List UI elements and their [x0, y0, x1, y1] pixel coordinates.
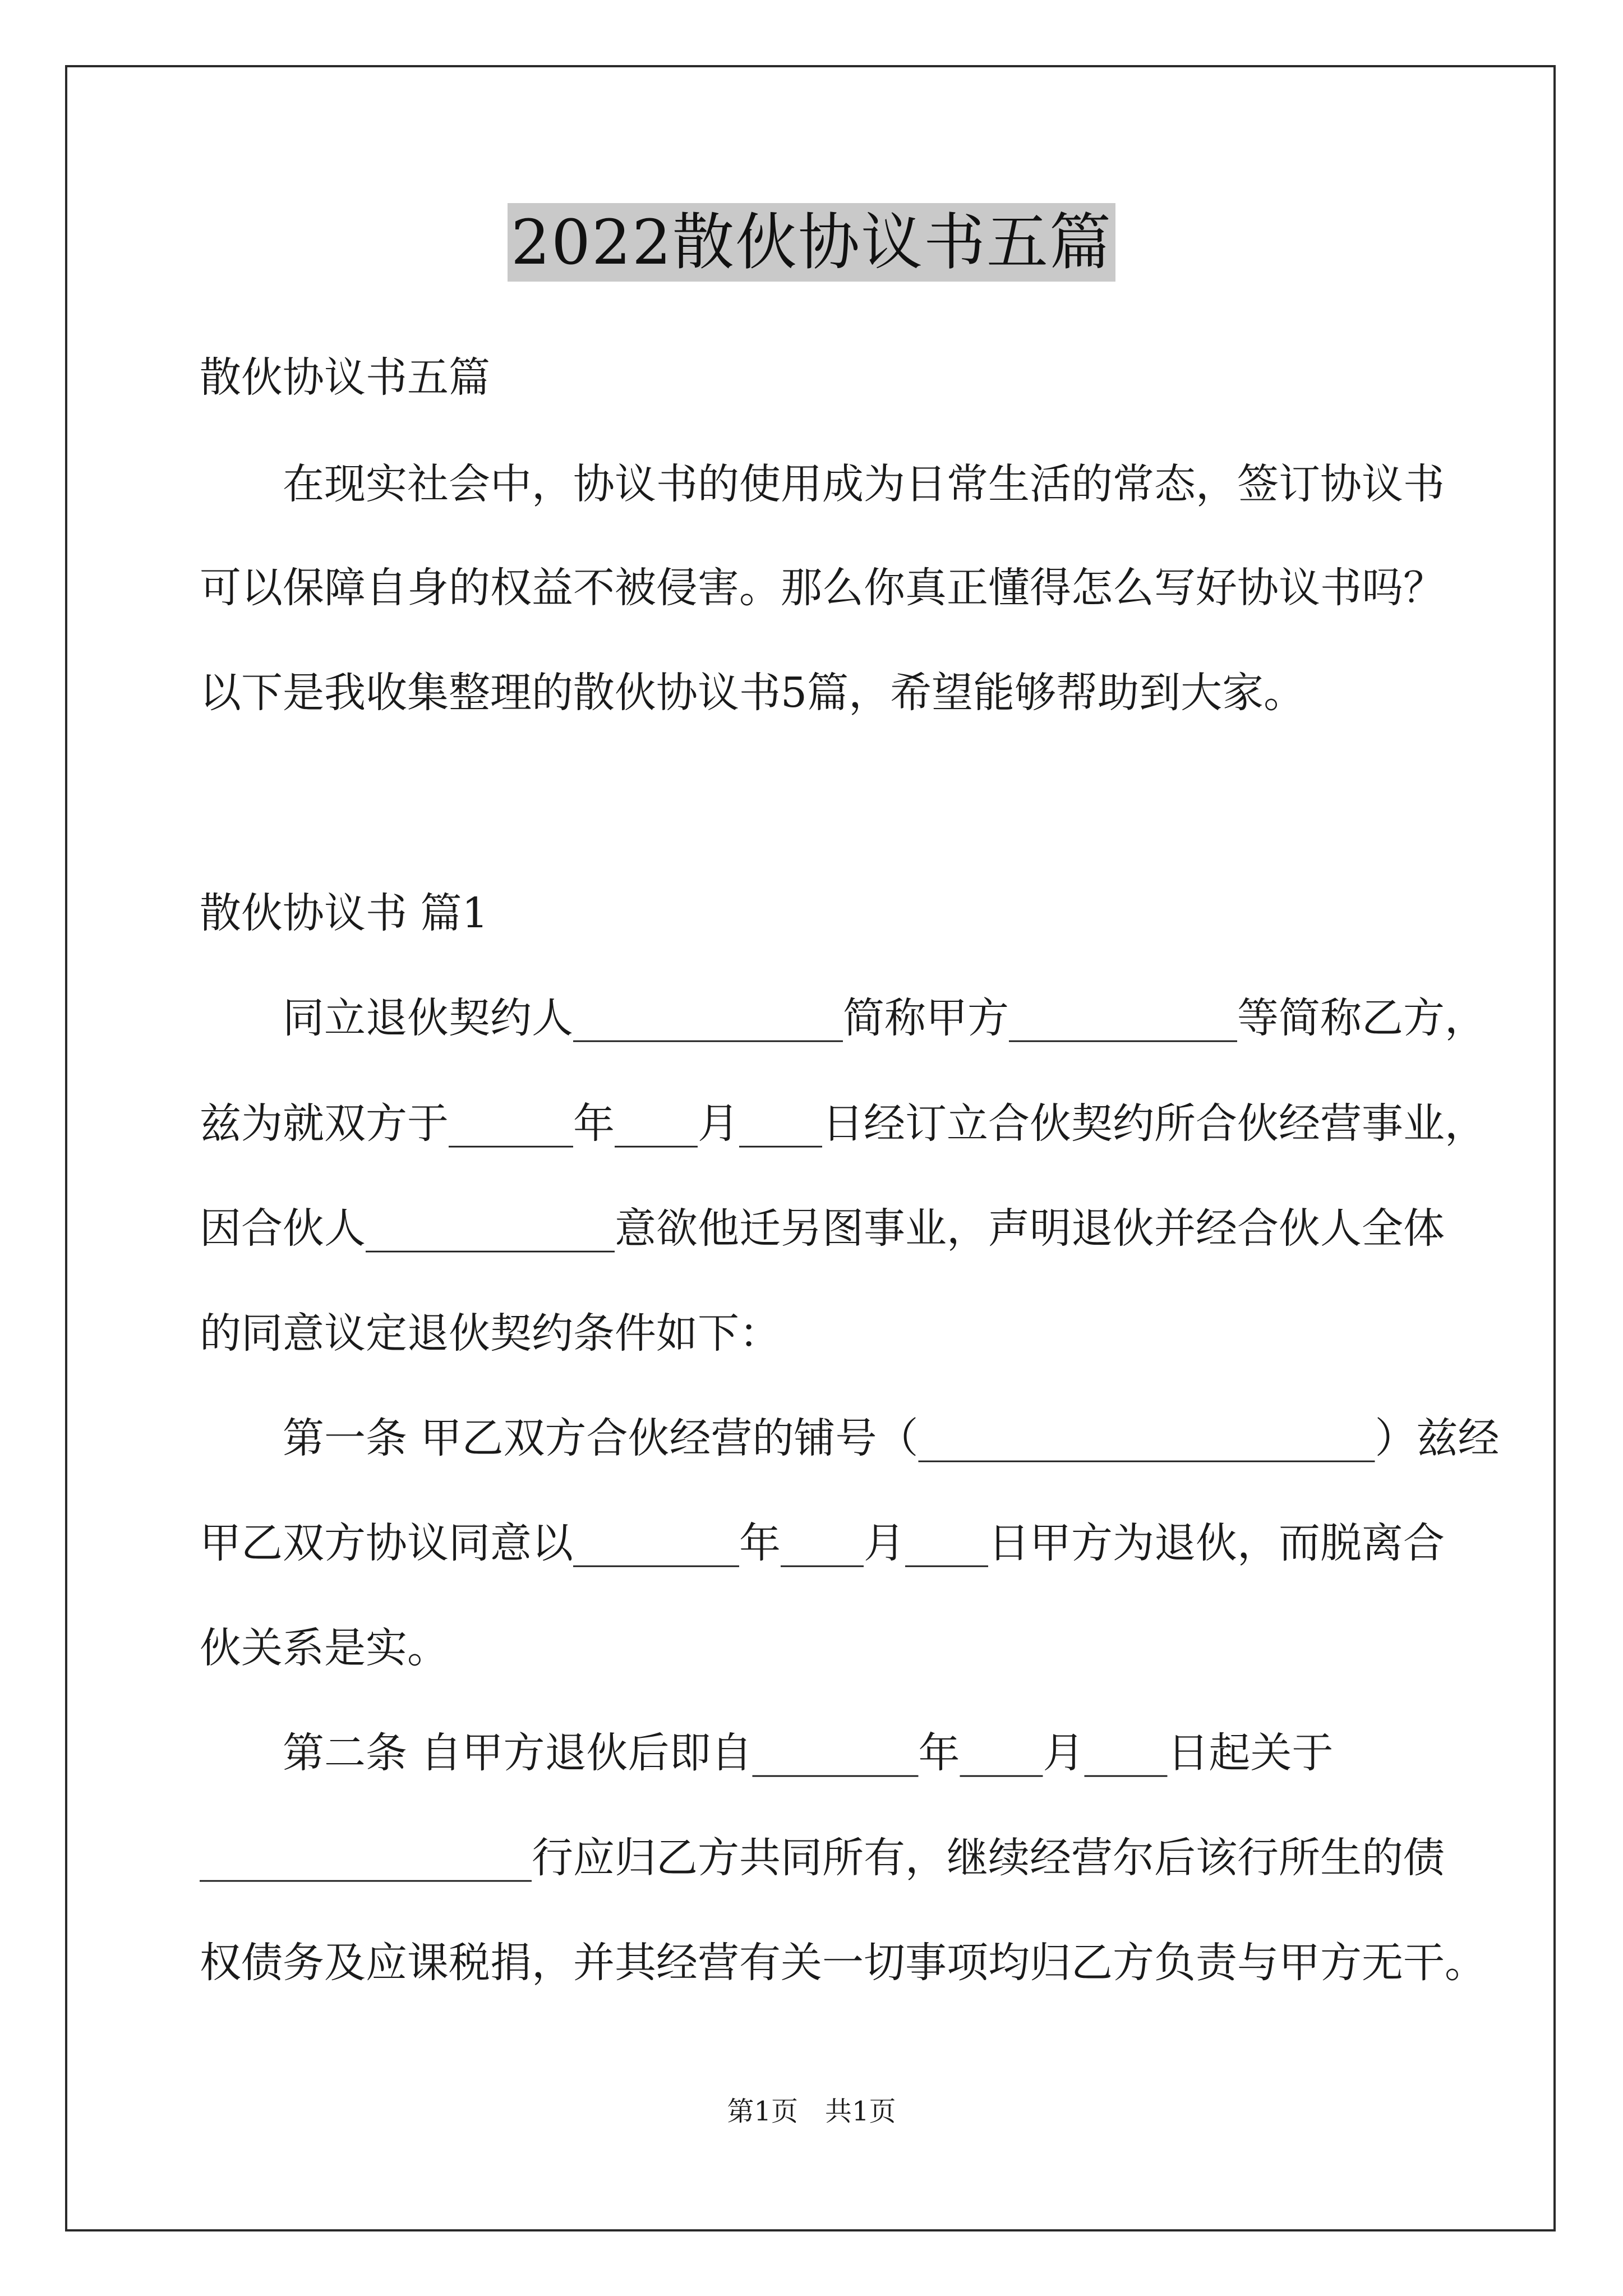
title-wrap	[0, 203, 1623, 282]
article1-line-1: 第一条 甲乙双方合伙经营的铺号（______________________）兹经	[283, 1414, 1500, 1462]
page-footer: 第1页 共1页	[727, 2096, 896, 2127]
paragraph1-line-1: 同立退伙契约人_____________简称甲方___________等简称乙方，	[283, 994, 1486, 1042]
intro-line-3: 以下是我收集整理的散伙协议书5篇，希望能够帮助到大家。	[200, 669, 1306, 717]
document-title: 2022散伙协议书五篇	[508, 203, 1115, 282]
section-heading: 散伙协议书 篇1	[200, 889, 488, 937]
subtitle: 散伙协议书五篇	[200, 353, 490, 402]
intro-line-1: 在现实社会中，协议书的使用成为日常生活的常态，签订协议书	[283, 460, 1445, 508]
paragraph1-line-3: 因合伙人____________意欲他迁另图事业，声明退伙并经合伙人全体	[200, 1204, 1445, 1253]
article2-line-3: 权债务及应课税捐，并其经营有关一切事项均归乙方负责与甲方无干。	[200, 1939, 1486, 1987]
article2-line-2: ________________行应归乙方共同所有，继续经营尔后该行所生的债	[200, 1834, 1445, 1882]
article1-line-2: 甲乙双方协议同意以________年____月____日甲方为退伙，而脱离合	[200, 1519, 1445, 1567]
intro-line-2: 可以保障自身的权益不被侵害。那么你真正懂得怎么写好协议书吗？	[200, 564, 1445, 612]
article1-line-3: 伙关系是实。	[200, 1624, 449, 1672]
paragraph1-line-2: 兹为就双方于______年____月____日经订立合伙契约所合伙经营事业，	[200, 1099, 1486, 1148]
article2-line-1: 第二条 自甲方退伙后即自________年____月____日起关于	[283, 1729, 1334, 1777]
paragraph1-line-4: 的同意议定退伙契约条件如下：	[200, 1309, 781, 1358]
